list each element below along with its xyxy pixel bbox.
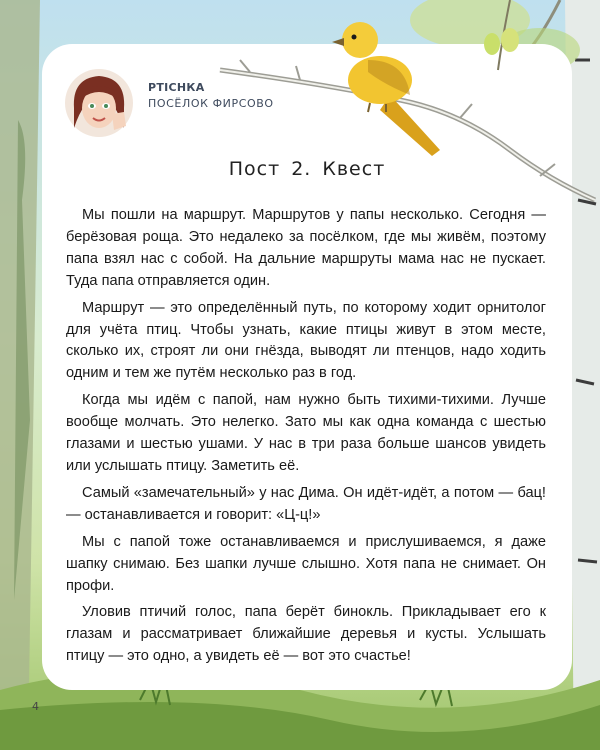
bird-on-branch-illustration xyxy=(210,0,600,230)
bird-eye xyxy=(352,35,357,40)
paragraph: Самый «замечательный» у нас Дима. Он идёт-идёт, а потом — бац! — останавливается и говорит: «Ц-ц!» xyxy=(66,484,546,523)
paragraph: Мы пошли на маршрут. Маршрутов у папы несколько. Сегодня — берёзовая роща. Это недалеко за посёлком, где мы живём, поэтому папа взял нас с собой. На дальние маршруты мама нас не пускает. Туда папа отправляется один. xyxy=(66,207,546,289)
author-name: РТIСНКА xyxy=(148,81,205,94)
post-body xyxy=(66,205,546,673)
bird-head xyxy=(342,22,378,58)
paragraph: Маршрут — это определённый путь, по которому ходит орнитолог для учёта птиц. Чтобы узнать, какие птицы живут в этом месте, сколько их, строят ли они гнёзда, выводят ли птенцов, надо ходить одним и тем же путём несколько раз в год. xyxy=(66,299,546,382)
paragraph: Когда мы идём с папой, нам нужно быть тихими-тихими. Лучше вообще молчать. Это нелегко. Зато мы как одна команда с шестью глазами и шестью ушами. У нас в три раза больше шансов увидеть или услышать птицу. Заметить её. xyxy=(66,392,546,474)
bird-beak xyxy=(332,38,344,46)
paragraph: Уловив птичий голос, папа берёт бинокль. Прикладывает его к глазам и рассматривает ближайшие деревья и кусты. Услышать птицу — это одно, а увидеть её — вот это счастье! xyxy=(66,604,546,665)
author-avatar xyxy=(64,68,134,138)
author-location: ПОСЁЛОК ФИРСОВО xyxy=(148,97,274,110)
paragraph: Мы с папой тоже останавливаемся и прислушиваемся, я даже шапку снимаю. Без шапки лучше слышно. Хотя папа не снимает. Он профи. xyxy=(66,533,546,594)
post-title: Пост 2. Квест xyxy=(228,158,386,180)
page-number: 4 xyxy=(32,700,39,713)
